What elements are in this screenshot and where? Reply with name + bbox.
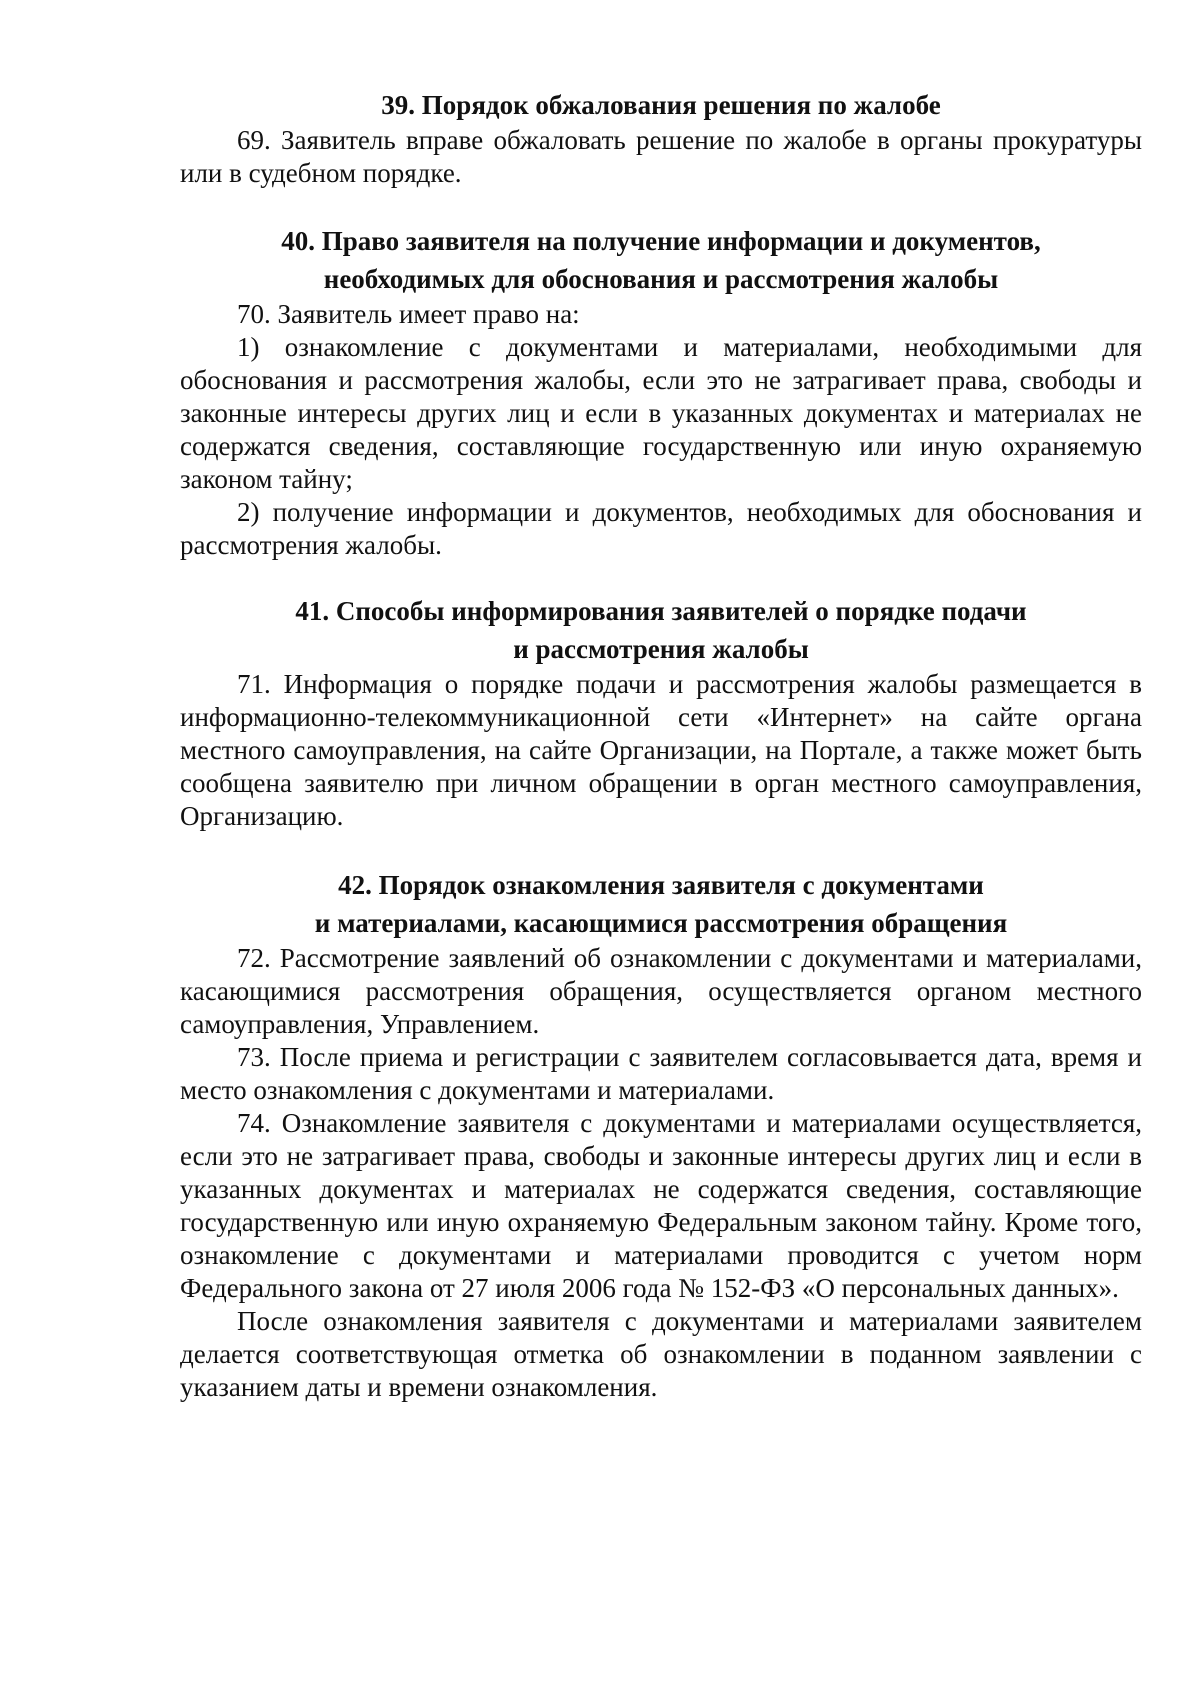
- section-heading-41-line2: и рассмотрения жалобы: [513, 634, 809, 664]
- paragraph-74-continuation: После ознакомления заявителя с документами и материалами заявителем делается соответствующая отметка об ознакомлении в поданном заявлении с указанием даты и времени ознакомления.: [180, 1306, 1142, 1402]
- paragraph-70-item-2: 2) получение информации и документов, необходимых для обоснования и рассмотрения жалобы.: [180, 497, 1142, 560]
- document-page: [180, 72, 1142, 1404]
- section-heading-39: [180, 86, 1142, 124]
- section-heading-42: [180, 866, 1142, 942]
- section-heading-40-line1: 40. Право заявителя на получение информации и документов,: [281, 226, 1041, 256]
- section-heading-42-line1: 42. Порядок ознакомления заявителя с документами: [338, 870, 984, 900]
- section-heading-41: [180, 592, 1142, 668]
- paragraph-70-item-1: 1) ознакомление с документами и материалами, необходимыми для обоснования и рассмотрения жалобы, если это не затрагивает права, свободы и законные интересы других лиц и если в указанных документах и материалах не содержатся сведения, составляющие государственную или иную охраняемую законом тайну;: [180, 332, 1142, 494]
- paragraph-71: 71. Информация о порядке подачи и рассмотрения жалобы размещается в информационно-телекоммуникационной сети «Интернет» на сайте органа местного самоуправления, на сайте Организации, на Портале, а также может быть сообщена заявителю при личном обращении в орган местного самоуправления, Организацию.: [180, 669, 1142, 831]
- paragraph-74: 74. Ознакомление заявителя с документами и материалами осуществляется, если это не затрагивает права, свободы и законные интересы других лиц и если в указанных документах и материалах не содержатся сведения, составляющие государственную или иную охраняемую Федеральным законом тайну. Кроме того, ознакомление с документами и материалами проводится с учетом норм Федерального закона от 27 июля 2006 года № 152-ФЗ «О персональных данных».: [180, 1108, 1142, 1303]
- section-heading-39-line: 39. Порядок обжалования решения по жалобе: [381, 90, 941, 120]
- paragraph-73: 73. После приема и регистрации с заявителем согласовывается дата, время и место ознакомления с документами и материалами.: [180, 1042, 1142, 1105]
- paragraph-70: 70. Заявитель имеет право на:: [237, 299, 580, 329]
- paragraph-72: 72. Рассмотрение заявлений об ознакомлении с документами и материалами, касающимися рассмотрения обращения, осуществляется органом местного самоуправления, Управлением.: [180, 943, 1142, 1039]
- section-heading-42-line2: и материалами, касающимися рассмотрения обращения: [314, 908, 1008, 938]
- section-heading-41-line1: 41. Способы информирования заявителей о порядке подачи: [295, 596, 1027, 626]
- section-heading-40: [180, 222, 1142, 298]
- paragraph-69: 69. Заявитель вправе обжаловать решение по жалобе в органы прокуратуры или в судебном порядке.: [180, 125, 1142, 188]
- section-heading-40-line2: необходимых для обоснования и рассмотрения жалобы: [323, 264, 999, 294]
